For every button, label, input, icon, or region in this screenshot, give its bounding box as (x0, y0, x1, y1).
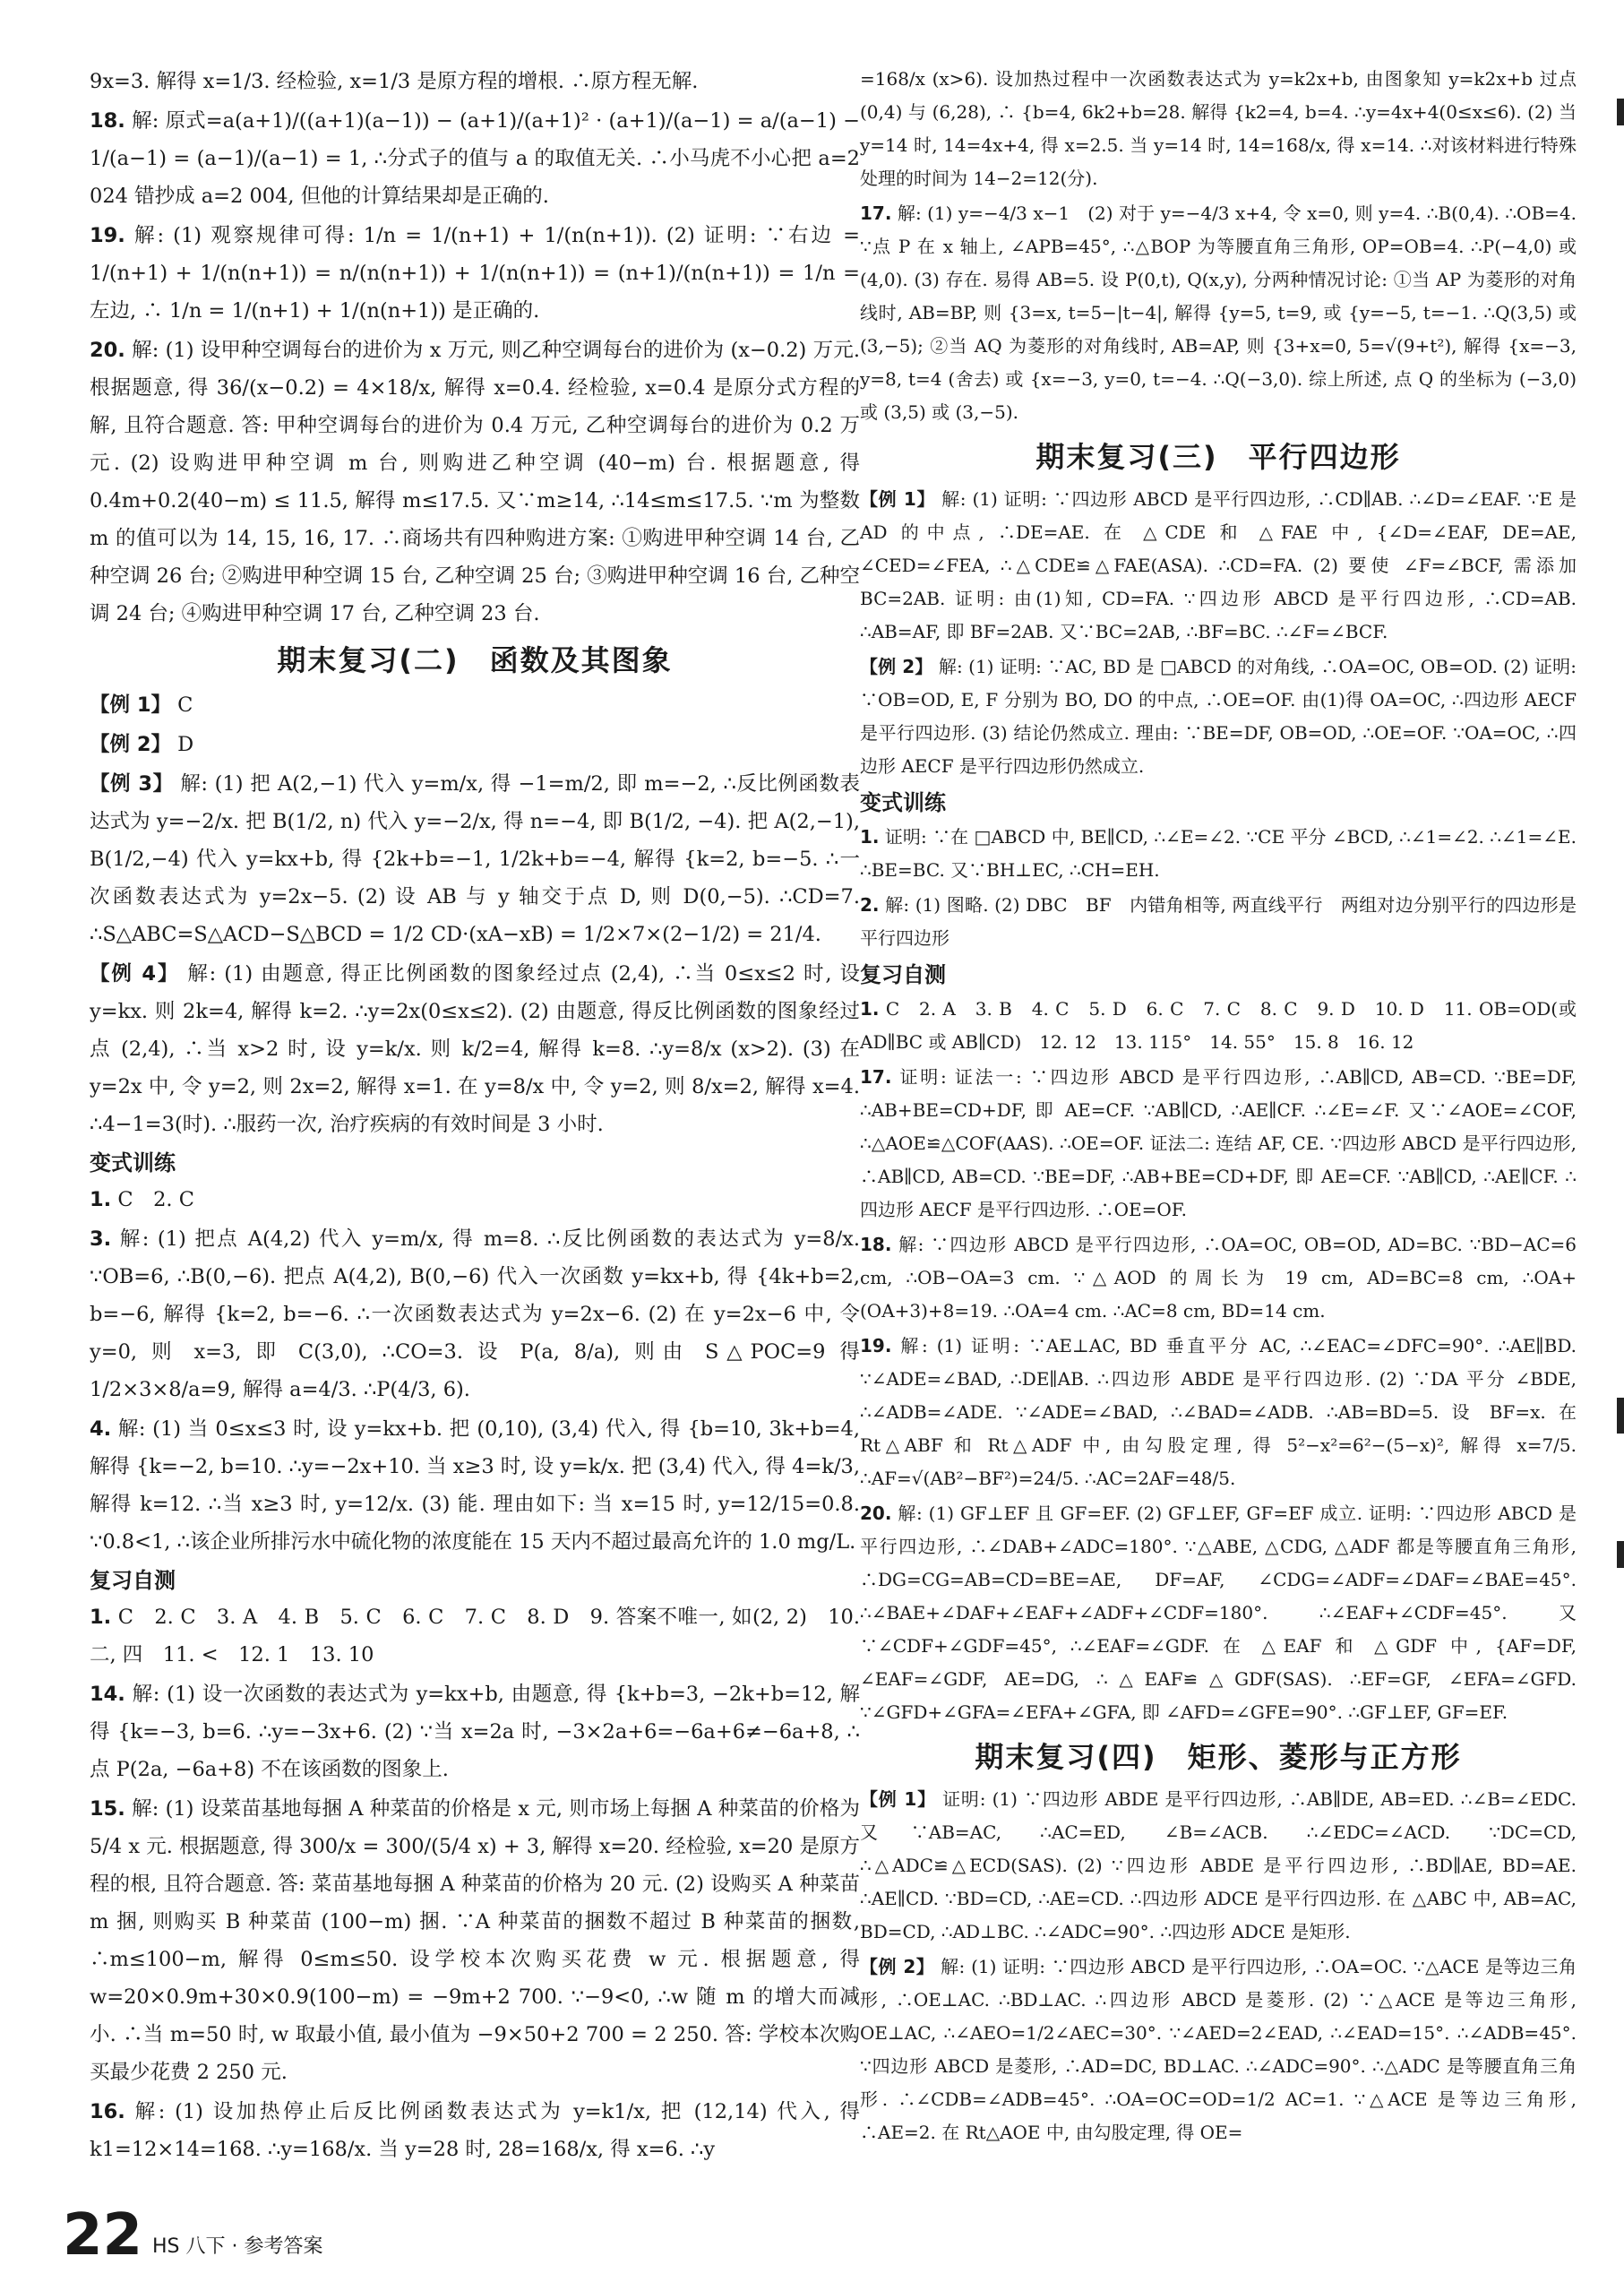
answer-item (860, 889, 1577, 955)
item-text: 解: ∵四边形 ABCD 是平行四边形, ∴OA=OC, OB=OD, AD=BC. ∵BD−AC=6 cm, ∴OB−OA=3 cm. ∵△AOD 的周长为 19 cm, AD=BC=8 cm, ∴OA+(OA+3)+8=19. ∴OA=4 cm. ∴AC=8 cm, BD=14 cm. (860, 1234, 1577, 1322)
item-text: 解: (1) y=−4/3 x−1 (2) 对于 y=−4/3 x+4, 令 x=0, 则 y=4. ∴B(0,4). ∴OB=4. ∵点 P 在 x 轴上, ∠APB=45°, ∴△BOP 为等腰直角三角形, OP=OB=4. ∴P(−4,0) 或 (4,0). (3) 存在. 易得 AB=5. 设 P(0,t), Q(x,y), 分两种情况讨论: ①当 AP 为菱形的对角线时, AB=BP, 则 {3=x, t=5−|t−4|, 解得 {y=5, t=9, 或 {y=−5, t=−1. ∴Q(3,5) 或 (3,−5); ②当 AQ 为菱形的对角线时, AB=AP, 则 {3+x=0, 5=√(9+t²), 解得 {x=−3, y=8, t=4 (舍去) 或 {x=−3, y=0, t=−4. ∴Q(−3,0). 综上所述, 点 Q 的坐标为 (−3,0) 或 (3,5) 或 (3,−5). (860, 202, 1577, 423)
item-text: 解: (1) 当 0≤x≤3 时, 设 y=kx+b. 把 (0,10), (3,4) 代入, 得 {b=10, 3k+b=4, 解得 {k=−2, b=10. ∴y=−2x+10. 当 x≥3 时, 设 y=k/x. 把 (3,4) 代入, 得 4=k/3, 解得 k=12. ∴当 x≥3 时, y=12/x. (3) 能. 理由如下: 当 x=15 时, y=12/15=0.8. ∵0.8<1, ∴该企业所排污水中硫化物的浓度能在 15 天内不超过最高允许的 1.0 mg/L. (90, 1417, 861, 1554)
item-number: 4. (90, 1417, 112, 1441)
item-text: 解: (1) 观察规律可得: 1/n = 1/(n+1) + 1/(n(n+1)). (2) 证明: ∵右边 = 1/(n+1) + 1/(n(n+1)) = n/(n(n+1)) + 1/(n(n+1)) = (n+1)/(n(n+1)) = 1/n = 左边, ∴ 1/n = 1/(n+1) + 1/(n(n+1)) 是正确的. (90, 224, 860, 323)
item-number: 【例 1】 (860, 1788, 936, 1810)
item-text: 解: (1) 证明: ∵四边形 ABCD 是平行四边形, ∴CD∥AB. ∴∠D=∠EAF. ∵E 是 AD 的中点, ∴DE=AE. 在 △CDE 和 △FAE 中, {∠D=∠EAF, DE=AE, ∠CED=∠FEA, ∴△CDE≌△FAE(ASA). ∴CD=FA. (2) 要使 ∠F=∠BCF, 需添加 BC=2AB. 证明: 由(1)知, CD=FA. ∵四边形 ABCD 是平行四边形, ∴CD=AB. ∴AB=AF, 即 BF=2AB. 又∵BC=2AB, ∴BF=BC. ∴∠F=∠BCF. (860, 488, 1577, 642)
item-number: 【例 4】 (90, 962, 180, 986)
item-text: 解: (1) 设甲种空调每台的进价为 x 万元, 则乙种空调每台的进价为 (x−0.2) 万元. 根据题意, 得 36/(x−0.2) = 4×18/x, 解得 x=0.4. 经检验, x=0.4 是原分式方程的解, 且符合题意. 答: 甲种空调每台的进价为 0.4 万元, 乙种空调每台的进价为 0.2 万元. (2) 设购进甲种空调 m 台, 则购进乙种空调 (40−m) 台. 根据题意, 得 0.4m+0.2(40−m) ≤ 11.5, 解得 m≤17.5. 又∵m≥14, ∴14≤m≤17.5. ∵m 为整数 m 的值可以为 14, 15, 16, 17. ∴商场共有四种购进方案: ①购进甲种空调 14 台, 乙种空调 26 台; ②购进甲种空调 15 台, 乙种空调 25 台; ③购进甲种空调 16 台, 乙种空调 24 台; ④购进甲种空调 17 台, 乙种空调 23 台. (90, 339, 860, 625)
section-title: 期末复习(四) 矩形、菱形与正方形 (975, 1740, 1462, 1774)
item-text: 证明: (1) ∵四边形 ABDE 是平行四边形, ∴AB∥DE, AB=ED. ∴∠B=∠EDC. 又∵AB=AC, ∴AC=ED, ∠B=∠ACB. ∴∠EDC=∠ACD. ∵DC=CD, ∴△ADC≌△ECD(SAS). (2) ∵四边形 ABDE 是平行四边形, ∴BD∥AE, BD=AE. ∴AE∥CD. ∵BD=CD, ∴AE=CD. ∴四边形 ADCE 是平行四边形. 在 △ABC 中, AB=AC, BD=CD, ∴AD⊥BC. ∴∠ADC=90°. ∴四边形 ADCE 是矩形. (860, 1788, 1577, 1942)
item-text: 解: 原式=a(a+1)/((a+1)(a−1)) − (a+1)/(a+1)² · (a+1)/(a−1) = a/(a−1) − 1/(a−1) = (a−1)/(a−1) = 1, ∴分式子的值与 a 的取值无关. ∴小马虎不小心把 a=2 024 错抄成 a=2 004, 但他的计算结果却是正确的. (90, 109, 860, 208)
item-number: 15. (90, 1797, 125, 1821)
answer-item (860, 1330, 1577, 1495)
item-text: 9x=3. 解得 x=1/3. 经检验, x=1/3 是原方程的增根. ∴原方程无解. (90, 70, 699, 93)
answer-item (860, 483, 1577, 649)
answer-item (90, 726, 860, 763)
answer-item (90, 1790, 860, 2091)
answer-item (90, 765, 860, 953)
edge-mark (1617, 1541, 1624, 1568)
answer-item (90, 102, 860, 215)
answer-item (860, 197, 1577, 429)
item-text: 解: (1) 证明: ∵AE⊥AC, BD 垂直平分 AC, ∴∠EAC=∠DFC=90°. ∴AE∥BD. ∵∠ADE=∠BAD, ∴DE∥AB. ∴四边形 ABDE 是平行四边形. (2) ∵DA 平分 ∠BDE, ∴∠ADB=∠ADE. ∵∠ADE=∠BAD, ∴∠BAD=∠ADB. ∴AB=BD=5. 设 BF=x. 在 Rt△ABF 和 Rt△ADF 中, 由勾股定理, 得 5²−x²=6²−(5−x)², 解得 x=7/5. ∴AF=√(AB²−BF²)=24/5. ∴AC=2AF=48/5. (860, 1335, 1577, 1489)
answer-item (860, 993, 1577, 1059)
answer-item (90, 1410, 860, 1561)
subsection-heading: 复习自测 (90, 1568, 176, 1593)
item-number: 17. (860, 1066, 892, 1088)
item-number: 18. (90, 109, 125, 133)
answer-item (860, 821, 1577, 887)
right-column (860, 63, 1577, 2151)
answer-item (860, 1228, 1577, 1328)
item-text: 解: (1) 设一次函数的表达式为 y=kx+b, 由题意, 得 {k+b=3, −2k+b=12, 解得 {k=−3, b=6. ∴y=−3x+6. (2) ∵当 x=2a 时, −3×2a+6=−6a+6≠−6a+8, ∴点 P(2a, −6a+8) 不在该函数的图象上. (90, 1683, 860, 1781)
answer-item (90, 217, 860, 330)
item-number: 【例 2】 (90, 733, 171, 756)
item-text: 解: (1) 设菜苗基地每捆 A 种菜苗的价格是 x 元, 则市场上每捆 A 种菜苗的价格为 5/4 x 元. 根据题意, 得 300/x = 300/(5/4 x) + 3, 解得 x=20. 经检验, x=20 是原方程的根, 且符合题意. 答: 菜苗基地每捆 A 种菜苗的价格为 20 元. (2) 设购买 A 种菜苗 m 捆, 则购买 B 种菜苗 (100−m) 捆. ∵A 种菜苗的捆数不超过 B 种菜苗的捆数, ∴m≤100−m, 解得 0≤m≤50. 设学校本次购买花费 w 元. 根据题意, 得 w=20×0.9m+30×0.9(100−m) = −9m+2 700. ∵−9<0, ∴w 随 m 的增大而减小. ∴当 m=50 时, w 取最小值, 最小值为 −9×50+2 700 = 2 250. 答: 学校本次购买最少花费 2 250 元. (90, 1797, 860, 2084)
left-column (90, 63, 860, 2170)
subsection-heading: 变式训练 (90, 1150, 176, 1175)
answer-item (90, 1220, 860, 1408)
item-number: 【例 1】 (90, 693, 171, 717)
answer-item (90, 63, 860, 100)
item-number: 19. (860, 1335, 892, 1356)
item-number: 20. (90, 339, 125, 362)
item-text: 解: (1) 图略. (2) DBC BF 内错角相等, 两直线平行 两组对边分别平行的四边形是平行四边形 (860, 894, 1577, 949)
item-number: 18. (860, 1234, 892, 1255)
answer-item (90, 686, 860, 724)
item-number: 17. (860, 202, 892, 224)
item-text: 证明: ∵在 □ABCD 中, BE∥CD, ∴∠E=∠2. ∵CE 平分 ∠BCD, ∴∠1=∠2. ∴∠1=∠E. ∴BE=BC. 又∵BH⊥EC, ∴CH=EH. (860, 826, 1577, 881)
item-text: 解: (1) 设加热停止后反比例函数表达式为 y=k1/x, 把 (12,14) 代入, 得 k1=12×14=168. ∴y=168/x. 当 y=28 时, 28=168/x, 得 x=6. ∴y (90, 2100, 860, 2161)
item-text: =168/x (x>6). 设加热过程中一次函数表达式为 y=k2x+b, 由图象知 y=k2x+b 过点 (0,4) 与 (6,28), ∴ {b=4, 6k2+b=28. 解得 {k2=4, b=4. ∴y=4x+4(0≤x≤6). (2) 当 y=14 时, 14=4x+4, 得 x=2.5. 当 y=14 时, 14=168/x, 得 x=14. ∴对该材料进行特殊处理的时间为 14−2=12(分). (860, 68, 1577, 189)
item-number: 20. (860, 1503, 892, 1524)
item-number: 16. (90, 2100, 125, 2123)
answer-item (860, 63, 1577, 195)
item-number: 【例 3】 (90, 772, 174, 796)
item-text: C 2. C 3. A 4. B 5. C 6. C 7. C 8. D 9. 答案不唯一, 如(2, 2) 10. 二, 四 11. < 12. 1 13. 10 (90, 1606, 860, 1666)
section-title: 期末复习(三) 平行四边形 (1035, 440, 1401, 474)
item-number: 【例 2】 (860, 656, 933, 677)
item-number: 19. (90, 224, 125, 247)
item-number: 1. (860, 998, 880, 1020)
answer-item (860, 650, 1577, 783)
edge-mark (1617, 99, 1624, 125)
item-number: 2. (860, 894, 880, 916)
answer-item (90, 2093, 860, 2168)
item-text: C 2. A 3. B 4. C 5. D 6. C 7. C 8. C 9. D 10. D 11. OB=OD(或 AD∥BC 或 AB∥CD) 12. 12 13. 115° 14. 55° 15. 8 16. 12 (860, 998, 1577, 1053)
item-number: 【例 2】 (860, 1956, 935, 1977)
item-text: D (177, 733, 194, 756)
item-number: 1. (90, 1606, 112, 1629)
answer-item (90, 1181, 860, 1219)
page-number: 22 (63, 2202, 143, 2269)
subsection-heading: 复习自测 (860, 962, 946, 987)
item-text: 解: (1) 证明: ∵AC, BD 是 □ABCD 的对角线, ∴OA=OC, OB=OD. (2) 证明: ∵OB=OD, E, F 分别为 BO, DO 的中点, ∴OE=OF. 由(1)得 OA=OC, ∴四边形 AECF 是平行四边形. (3) 结论仍然成立. 理由: ∵BE=DF, OB=OD, ∴OE=OF. ∵OA=OC, ∴四边形 AECF 是平行四边形仍然成立. (860, 656, 1577, 777)
item-number: 14. (90, 1683, 125, 1706)
answer-item (860, 1497, 1577, 1729)
item-text: 解: (1) GF⊥EF 且 GF=EF. (2) GF⊥EF, GF=EF 成立. 证明: ∵四边形 ABCD 是平行四边形, ∴∠DAB+∠ADC=180°. ∵△ABE, △CDG, △ADF 都是等腰直角三角形, ∴DG=CG=AB=CD=BE=AE, DF=AF, ∠CDG=∠ADF=∠DAF=∠BAE=45°. ∴∠BAE+∠DAF+∠EAF+∠ADF+∠CDF=180°. ∴∠EAF+∠CDF=45°. 又∵∠CDF+∠GDF=45°, ∴∠EAF=∠GDF. 在 △EAF 和 △GDF 中, {AF=DF, ∠EAF=∠GDF, AE=DG, ∴△EAF≌△GDF(SAS). ∴EF=GF, ∠EFA=∠GFD. ∵∠GFD+∠GFA=∠EFA+∠GFA, 即 ∠AFD=∠GFE=90°. ∴GF⊥EF, GF=EF. (860, 1503, 1577, 1723)
subsection-heading: 变式训练 (860, 790, 946, 815)
item-number: 3. (90, 1227, 112, 1251)
item-number: 【例 1】 (860, 488, 936, 510)
answer-item (90, 1675, 860, 1788)
answer-item (90, 955, 860, 1143)
item-number: 1. (90, 1188, 112, 1211)
item-text: 解: (1) 把 A(2,−1) 代入 y=m/x, 得 −1=m/2, 即 m=−2, ∴反比例函数表达式为 y=−2/x. 把 B(1/2, n) 代入 y=−2/x, 得 n=−4, 即 B(1/2, −4). 把 A(2,−1), B(1/2,−4) 代入 y=kx+b, 得 {2k+b=−1, 1/2k+b=−4, 解得 {k=2, b=−5. ∴一次函数表达式为 y=2x−5. (2) 设 AB 与 y 轴交于点 D, 则 D(0,−5). ∴CD=7. ∴S△ABC=S△ACD−S△BCD = 1/2 CD·(xA−xB) = 1/2×7×(2−1/2) = 21/4. (90, 772, 860, 946)
answer-item (860, 1783, 1577, 1949)
item-number: 1. (860, 826, 880, 848)
answer-item (860, 1061, 1577, 1227)
answer-item (90, 332, 860, 633)
item-text: 证明: 证法一: ∵四边形 ABCD 是平行四边形, ∴AB∥CD, AB=CD. ∵BE=DF, ∴AB+BE=CD+DF, 即 AE=CF. ∵AB∥CD, ∴AE∥CF. ∴∠E=∠F. 又∵∠AOE=∠COF, ∴△AOE≌△COF(AAS). ∴OE=OF. 证法二: 连结 AF, CE. ∵四边形 ABCD 是平行四边形, ∴AB∥CD, AB=CD. ∵BE=DF, ∴AB+BE=CD+DF, 即 AE=CF. ∵AB∥CD, ∴AE∥CF. ∴四边形 AECF 是平行四边形. ∴OE=OF. (860, 1066, 1577, 1220)
item-text: C (177, 693, 193, 717)
item-text: 解: (1) 把点 A(4,2) 代入 y=m/x, 得 m=8. ∴反比例函数的表达式为 y=8/x. ∵OB=6, ∴B(0,−6). 把点 A(4,2), B(0,−6) 代入一次函数 y=kx+b, 得 {4k+b=2, b=−6, 解得 {k=2, b=−6. ∴一次函数表达式为 y=2x−6. (2) 在 y=2x−6 中, 令 y=0, 则 x=3, 即 C(3,0), ∴CO=3. 设 P(a, 8/a), 则由 S△POC=9 得 1/2×3×8/a=9, 解得 a=4/3. ∴P(4/3, 6). (90, 1227, 860, 1401)
item-text: 解: (1) 证明: ∵四边形 ABCD 是平行四边形, ∴OA=OC. ∵△ACE 是等边三角形, ∴OE⊥AC. ∴BD⊥AC. ∴四边形 ABCD 是菱形. (2) ∵△ACE 是等边三角形, OE⊥AC, ∴∠AEO=1/2∠AEC=30°. ∵∠AED=2∠EAD, ∴∠EAD=15°. ∴∠ADB=45°. ∵四边形 ABCD 是菱形, ∴AD=DC, BD⊥AC. ∴∠ADC=90°. ∴△ADC 是等腰直角三角形. ∴∠CDB=∠ADB=45°. ∴OA=OC=OD=1/2 AC=1. ∵△ACE 是等边三角形, ∴AE=2. 在 Rt△AOE 中, 由勾股定理, 得 OE= (860, 1956, 1577, 2143)
answer-item (90, 1598, 860, 1674)
section-title: 期末复习(二) 函数及其图象 (277, 643, 673, 677)
item-text: 解: (1) 由题意, 得正比例函数的图象经过点 (2,4), ∴当 0≤x≤2 时, 设 y=kx. 则 2k=4, 解得 k=2. ∴y=2x(0≤x≤2). (2) 由题意, 得反比例函数的图象经过点 (2,4), ∴当 x>2 时, 设 y=k/x. 则 k/2=4, 解得 k=8. ∴y=8/x (x>2). (3) 在 y=2x 中, 令 y=2, 则 2x=2, 解得 x=1. 在 y=8/x 中, 令 y=2, 则 8/x=2, 解得 x=4. ∴4−1=3(时). ∴服药一次, 治疗疾病的有效时间是 3 小时. (90, 962, 860, 1136)
footer-label: HS 八下 · 参考答案 (152, 2235, 323, 2258)
answer-item (860, 1950, 1577, 2149)
item-text: C 2. C (117, 1188, 194, 1211)
edge-mark (1617, 1398, 1624, 1434)
